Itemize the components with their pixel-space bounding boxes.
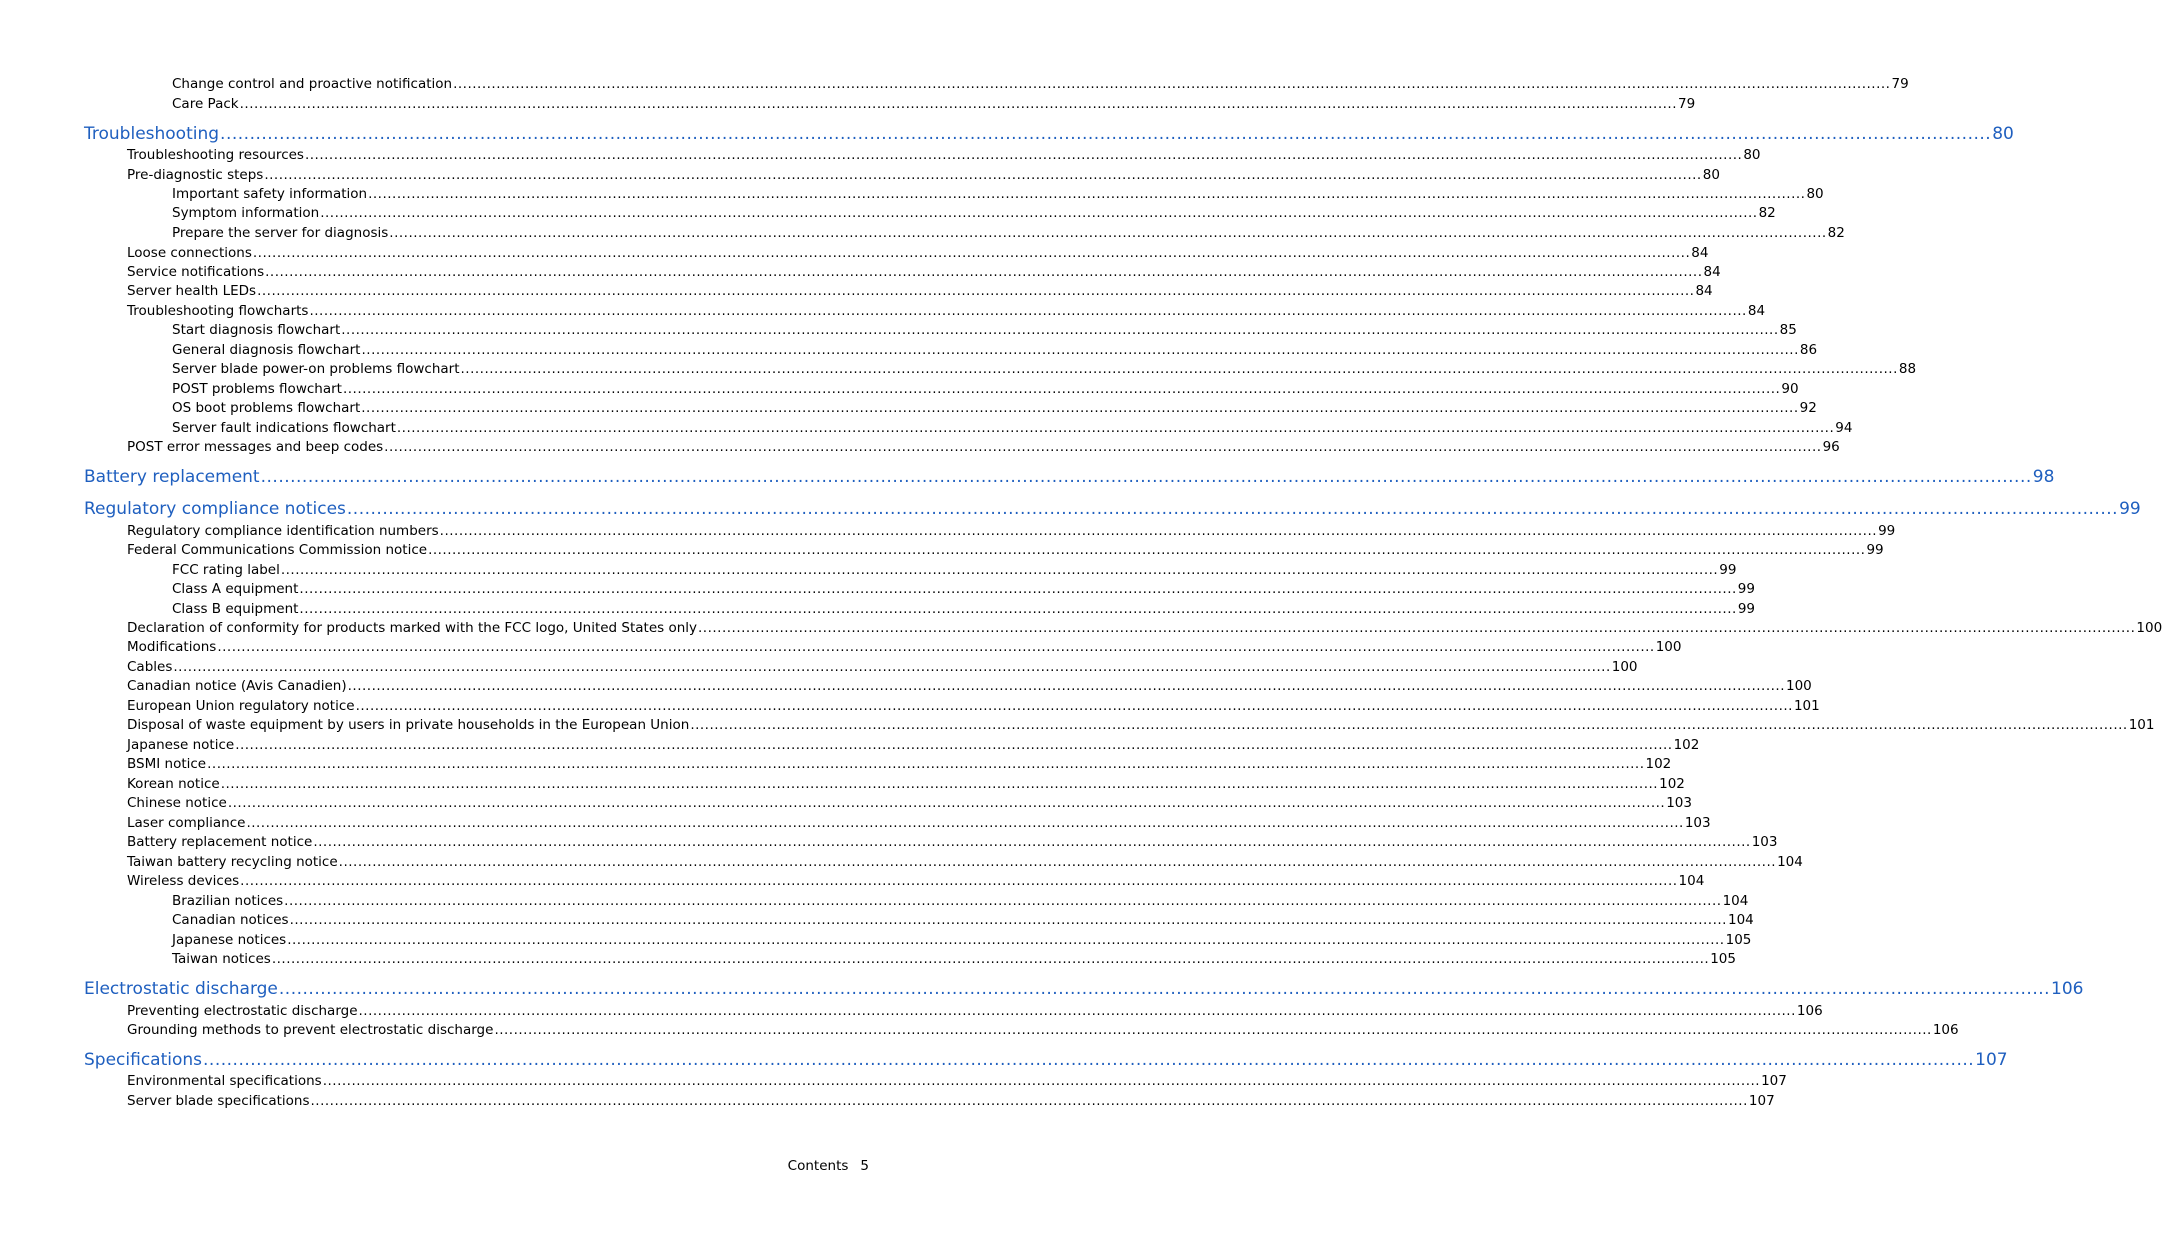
toc-entry-page: 84	[1747, 303, 1766, 319]
toc-entry-page: 105	[1710, 951, 1736, 967]
toc-entry[interactable]	[172, 76, 1909, 92]
toc-entry-title: Modifications	[127, 639, 217, 655]
dot-leader: ............................................................................................................................................................................................................................................................................................................	[309, 303, 1747, 319]
dot-leader: ............................................................................................................................................................................................................................................................................................................	[310, 1093, 1748, 1109]
toc-entry-title: POST problems flowchart	[172, 381, 342, 397]
toc-entry-title: Japanese notice	[127, 737, 235, 753]
toc-entry-title: Electrostatic discharge	[84, 979, 278, 999]
dot-leader: ............................................................................................................................................................................................................................................................................................................	[396, 420, 1835, 436]
toc-entry[interactable]	[127, 283, 1713, 299]
toc-entry-title: Canadian notice (Avis Canadien)	[127, 678, 347, 694]
dot-leader: ............................................................................................................................................................................................................................................................................................................	[460, 361, 1898, 377]
toc-entry-title: Care Pack	[172, 96, 239, 112]
dot-leader: ............................................................................................................................................................................................................................................................................................................	[217, 639, 1655, 655]
dot-leader: ............................................................................................................................................................................................................................................................................................................	[207, 756, 1645, 772]
toc-entry[interactable]	[127, 620, 2162, 636]
toc-entry-title: Change control and proactive notification	[172, 76, 453, 92]
dot-leader: ............................................................................................................................................................................................................................................................................................................	[342, 381, 1781, 397]
toc-entry-title: Wireless devices	[127, 873, 240, 889]
dot-leader: ............................................................................................................................................................................................................................................................................................................	[384, 439, 1822, 455]
dot-leader: ............................................................................................................................................................................................................................................................................................................	[358, 1003, 1796, 1019]
dot-leader: ............................................................................................................................................................................................................................................................................................................	[173, 659, 1611, 675]
dot-leader: ............................................................................................................................................................................................................................................................................................................	[265, 264, 1703, 280]
toc-entry-title: Grounding methods to prevent electrostatic discharge	[127, 1022, 494, 1038]
dot-leader: ............................................................................................................................................................................................................................................................................................................	[322, 1073, 1761, 1089]
toc-entry-title: Troubleshooting flowcharts	[127, 303, 309, 319]
toc-entry-page: 107	[1748, 1093, 1775, 1109]
toc-entry[interactable]	[127, 659, 1638, 675]
toc-entry-title: BSMI notice	[127, 756, 207, 772]
dot-leader: ............................................................................................................................................................................................................................................................................................................	[346, 499, 2119, 519]
toc-entry[interactable]	[127, 639, 1682, 655]
dot-leader: ............................................................................................................................................................................................................................................................................................................	[299, 581, 1737, 597]
toc-entry[interactable]	[172, 381, 1799, 397]
toc-entry-page: 98	[2032, 467, 2055, 487]
toc-entry[interactable]	[172, 322, 1797, 338]
page-footer	[788, 1158, 869, 1174]
dot-leader: ............................................................................................................................................................................................................................................................................................................	[320, 205, 1758, 221]
dot-leader: ............................................................................................................................................................................................................................................................................................................	[220, 776, 1659, 792]
dot-leader: ............................................................................................................................................................................................................................................................................................................	[313, 834, 1751, 850]
toc-entry[interactable]	[127, 756, 1672, 772]
toc-entry-page: 100	[2136, 620, 2162, 636]
toc-entry-page: 104	[1722, 893, 1749, 909]
toc-entry-page: 79	[1678, 96, 1696, 112]
dot-leader: ............................................................................................................................................................................................................................................................................................................	[304, 147, 1743, 163]
dot-leader: ............................................................................................................................................................................................................................................................................................................	[264, 167, 1702, 183]
toc-entry-title: Korean notice	[127, 776, 220, 792]
toc-entry-title: Chinese notice	[127, 795, 227, 811]
dot-leader: ............................................................................................................................................................................................................................................................................................................	[260, 467, 2032, 487]
toc-entry-page: 90	[1781, 381, 1799, 397]
toc-entry[interactable]	[127, 264, 1721, 280]
dot-leader: ............................................................................................................................................................................................................................................................................................................	[439, 523, 1878, 539]
toc-entry-page: 103	[1751, 834, 1778, 850]
dot-leader: ............................................................................................................................................................................................................................................................................................................	[227, 795, 1666, 811]
dot-leader: ............................................................................................................................................................................................................................................................................................................	[239, 96, 1677, 112]
toc-entry[interactable]	[127, 1073, 1787, 1089]
toc-entry-page: 84	[1703, 264, 1721, 280]
toc-entry[interactable]	[127, 834, 1778, 850]
dot-leader: ............................................................................................................................................................................................................................................................................................................	[389, 225, 1827, 241]
toc-entry-title: Service notifications	[127, 264, 265, 280]
toc-entry-title: Taiwan notices	[172, 951, 271, 967]
toc-entry-page: 99	[1878, 523, 1896, 539]
dot-leader: ............................................................................................................................................................................................................................................................................................................	[280, 562, 1719, 578]
dot-leader: ............................................................................................................................................................................................................................................................................................................	[299, 601, 1737, 617]
toc-entry[interactable]	[172, 96, 1696, 112]
footer-page-number: 5	[860, 1158, 869, 1174]
dot-leader: ............................................................................................................................................................................................................................................................................................................	[698, 620, 2136, 636]
toc-entry[interactable]	[172, 205, 1776, 221]
toc-entry-title: Prepare the server for diagnosis	[172, 225, 389, 241]
dot-leader: ............................................................................................................................................................................................................................................................................................................	[240, 873, 1678, 889]
toc-entry[interactable]	[127, 167, 1720, 183]
toc-entry-title: Symptom information	[172, 205, 320, 221]
toc-entry[interactable]	[127, 542, 1884, 558]
toc-entry-page: 80	[1806, 186, 1824, 202]
toc-entry-page: 101	[2128, 717, 2155, 733]
toc-entry-page: 107	[1975, 1050, 2008, 1070]
toc-entry-page: 85	[1779, 322, 1797, 338]
toc-entry-page: 82	[1758, 205, 1776, 221]
toc-entry-page: 106	[1932, 1022, 1959, 1038]
toc-entry[interactable]	[127, 1022, 1959, 1038]
toc-entry[interactable]	[172, 225, 1845, 241]
toc-entry-title: Pre-diagnostic steps	[127, 167, 264, 183]
dot-leader: ............................................................................................................................................................................................................................................................................................................	[338, 854, 1777, 870]
toc-entry-title: Regulatory compliance notices	[84, 499, 346, 519]
dot-leader: ............................................................................................................................................................................................................................................................................................................	[257, 283, 1695, 299]
dot-leader: ............................................................................................................................................................................................................................................................................................................	[289, 912, 1727, 928]
toc-entry[interactable]	[172, 893, 1749, 909]
toc-entry[interactable]	[172, 912, 1754, 928]
toc-entry-title: Japanese notices	[172, 932, 287, 948]
toc-section-entry[interactable]	[84, 499, 2141, 519]
toc-entry[interactable]	[127, 439, 1840, 455]
toc-entry-title: Loose connections	[127, 245, 252, 261]
toc-entry[interactable]	[127, 147, 1761, 163]
toc-entry-title: OS boot problems flowchart	[172, 400, 361, 416]
toc-entry[interactable]	[172, 361, 1917, 377]
toc-section-entry[interactable]	[84, 979, 2084, 999]
toc-entry-title: Specifications	[84, 1050, 203, 1070]
toc-entry[interactable]	[172, 581, 1755, 597]
toc-entry-title: Canadian notices	[172, 912, 289, 928]
dot-leader: ............................................................................................................................................................................................................................................................................................................	[284, 893, 1722, 909]
dot-leader: ............................................................................................................................................................................................................................................................................................................	[690, 717, 2128, 733]
dot-leader: ............................................................................................................................................................................................................................................................................................................	[368, 186, 1806, 202]
dot-leader: ............................................................................................................................................................................................................................................................................................................	[361, 400, 1799, 416]
toc-entry-page: 106	[2051, 979, 2084, 999]
dot-leader: ............................................................................................................................................................................................................................................................................................................	[341, 322, 1779, 338]
toc-entry-title: Battery replacement	[84, 467, 260, 487]
toc-entry[interactable]	[127, 245, 1709, 261]
toc-entry-page: 104	[1777, 854, 1803, 870]
toc-entry[interactable]	[172, 186, 1824, 202]
toc-entry-title: Preventing electrostatic discharge	[127, 1003, 358, 1019]
toc-entry[interactable]	[172, 932, 1752, 948]
toc-entry-page: 104	[1727, 912, 1754, 928]
toc-entry-title: Class A equipment	[172, 581, 299, 597]
toc-entry-page: 99	[1737, 581, 1755, 597]
dot-leader: ............................................................................................................................................................................................................................................................................................................	[347, 678, 1785, 694]
toc-entry-title: Troubleshooting	[84, 124, 220, 144]
toc-entry-title: Declaration of conformity for products marked with the FCC logo, United States only	[127, 620, 698, 636]
dot-leader: ............................................................................................................................................................................................................................................................................................................	[453, 76, 1891, 92]
toc-entry-page: 106	[1796, 1003, 1823, 1019]
toc-entry[interactable]	[127, 854, 1803, 870]
toc-entry[interactable]	[172, 420, 1853, 436]
toc-entry-title: General diagnosis flowchart	[172, 342, 361, 358]
toc-entry-page: 103	[1666, 795, 1692, 811]
toc-entry[interactable]	[172, 400, 1817, 416]
toc-entry[interactable]	[127, 678, 1812, 694]
toc-entry-page: 88	[1898, 361, 1917, 377]
toc-entry-title: FCC rating label	[172, 562, 280, 578]
dot-leader: ............................................................................................................................................................................................................................................................................................................	[246, 815, 1684, 831]
toc-entry-page: 82	[1827, 225, 1845, 241]
dot-leader: ............................................................................................................................................................................................................................................................................................................	[235, 737, 1673, 753]
toc-entry-page: 99	[1737, 601, 1755, 617]
toc-entry-page: 92	[1799, 400, 1817, 416]
toc-entry-title: Taiwan battery recycling notice	[127, 854, 338, 870]
toc-entry[interactable]	[127, 523, 1896, 539]
toc-section-entry[interactable]	[84, 467, 2055, 487]
toc-entry-title: Class B equipment	[172, 601, 299, 617]
dot-leader: ............................................................................................................................................................................................................................................................................................................	[361, 342, 1799, 358]
toc-entry-page: 84	[1695, 283, 1713, 299]
toc-entry[interactable]	[127, 698, 1820, 714]
toc-entry-page: 94	[1835, 420, 1853, 436]
toc-entry-title: Start diagnosis flowchart	[172, 322, 341, 338]
dot-leader: ............................................................................................................................................................................................................................................................................................................	[428, 542, 1866, 558]
toc-entry-page: 99	[2119, 499, 2141, 519]
toc-entry[interactable]	[127, 717, 2155, 733]
toc-entry[interactable]	[127, 1003, 1823, 1019]
toc-entry[interactable]	[172, 342, 1818, 358]
dot-leader: ............................................................................................................................................................................................................................................................................................................	[271, 951, 1710, 967]
toc-entry-title: Important safety information	[172, 186, 368, 202]
dot-leader: ............................................................................................................................................................................................................................................................................................................	[220, 124, 1992, 144]
toc-entry-page: 99	[1866, 542, 1884, 558]
toc-entry-page: 105	[1725, 932, 1752, 948]
toc-entry-page: 101	[1793, 698, 1820, 714]
toc-entry-title: Brazilian notices	[172, 893, 284, 909]
toc-entry-page: 99	[1719, 562, 1737, 578]
toc-entry-page: 102	[1645, 756, 1672, 772]
toc-entry-title: Server health LEDs	[127, 283, 257, 299]
toc-entry-page: 103	[1684, 815, 1711, 831]
toc-section-entry[interactable]	[84, 124, 2014, 144]
toc-entry-title: Cables	[127, 659, 173, 675]
toc-entry-title: Disposal of waste equipment by users in private households in the European Union	[127, 717, 690, 733]
toc-entry-page: 84	[1691, 245, 1709, 261]
dot-leader: ............................................................................................................................................................................................................................................................................................................	[278, 979, 2051, 999]
toc-entry-page: 86	[1799, 342, 1818, 358]
toc-entry-title: European Union regulatory notice	[127, 698, 355, 714]
toc-section-entry[interactable]	[84, 1050, 2008, 1070]
dot-leader: ............................................................................................................................................................................................................................................................................................................	[494, 1022, 1932, 1038]
toc-entry[interactable]	[127, 815, 1711, 831]
dot-leader: ............................................................................................................................................................................................................................................................................................................	[355, 698, 1793, 714]
toc-entry-page: 80	[1702, 167, 1720, 183]
toc-entry-title: Server blade power-on problems flowchart	[172, 361, 460, 377]
toc-entry-title: Server fault indications flowchart	[172, 420, 396, 436]
toc-entry[interactable]	[172, 562, 1737, 578]
toc-entry-page: 104	[1678, 873, 1705, 889]
footer-section-label: Contents	[787, 1158, 849, 1174]
toc-entry[interactable]	[127, 795, 1692, 811]
toc-entry-page: 80	[1992, 124, 2014, 144]
toc-entry[interactable]	[127, 1093, 1775, 1109]
toc-entry[interactable]	[127, 737, 1700, 753]
toc-entry-page: 100	[1611, 659, 1638, 675]
dot-leader: ............................................................................................................................................................................................................................................................................................................	[252, 245, 1691, 261]
toc-entry[interactable]	[172, 601, 1755, 617]
toc-entry-title: Troubleshooting resources	[127, 147, 304, 163]
toc-entry[interactable]	[172, 951, 1736, 967]
toc-entry-title: Environmental specifications	[127, 1073, 322, 1089]
toc-entry-page: 102	[1659, 776, 1685, 792]
toc-entry-page: 80	[1743, 147, 1761, 163]
toc-entry-page: 96	[1822, 439, 1840, 455]
toc-entry-title: POST error messages and beep codes	[127, 439, 384, 455]
dot-leader: ............................................................................................................................................................................................................................................................................................................	[203, 1050, 1975, 1070]
dot-leader: ............................................................................................................................................................................................................................................................................................................	[287, 932, 1725, 948]
toc-entry-title: Regulatory compliance identification numbers	[127, 523, 439, 539]
toc-entry-page: 100	[1786, 678, 1812, 694]
toc-entry-page: 107	[1761, 1073, 1787, 1089]
toc-entry[interactable]	[127, 873, 1705, 889]
toc-entry-title: Laser compliance	[127, 815, 246, 831]
toc-entry-title: Server blade specifications	[127, 1093, 310, 1109]
toc-entry[interactable]	[127, 303, 1766, 319]
toc-entry-title: Battery replacement notice	[127, 834, 313, 850]
toc-entry-page: 102	[1673, 737, 1700, 753]
toc-entry-page: 79	[1891, 76, 1909, 92]
toc-entry-page: 100	[1655, 639, 1682, 655]
toc-entry-title: Federal Communications Commission notice	[127, 542, 428, 558]
toc-entry[interactable]	[127, 776, 1685, 792]
